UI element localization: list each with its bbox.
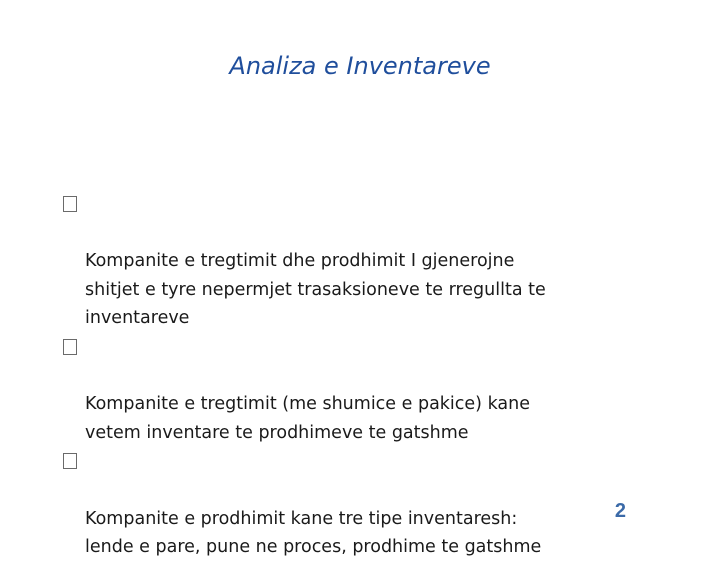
bullet-item (63, 190, 623, 333)
square-bullet-icon (63, 196, 77, 212)
bullet-text: Kompanite e tregtimit dhe prodhimit I gjenerojne shitjet e tyre nepermjet trasaksioneve te rregullta te inventareve (85, 251, 546, 329)
bullet-item (63, 333, 623, 447)
bullet-list (63, 190, 623, 562)
square-bullet-icon (63, 453, 77, 469)
bullet-text: Kompanite e prodhimit kane tre tipe inventaresh: lende e pare, pune ne proces, prodhime te gatshme (85, 508, 542, 558)
page-number: 2 (614, 500, 626, 522)
slide-title: Analiza e Inventareve (229, 52, 491, 80)
bullet-text: Kompanite e tregtimit (me shumice e pakice) kane vetem inventare te prodhimeve te gatshme (85, 394, 530, 443)
square-bullet-icon (63, 339, 77, 355)
bullet-item (63, 447, 623, 561)
